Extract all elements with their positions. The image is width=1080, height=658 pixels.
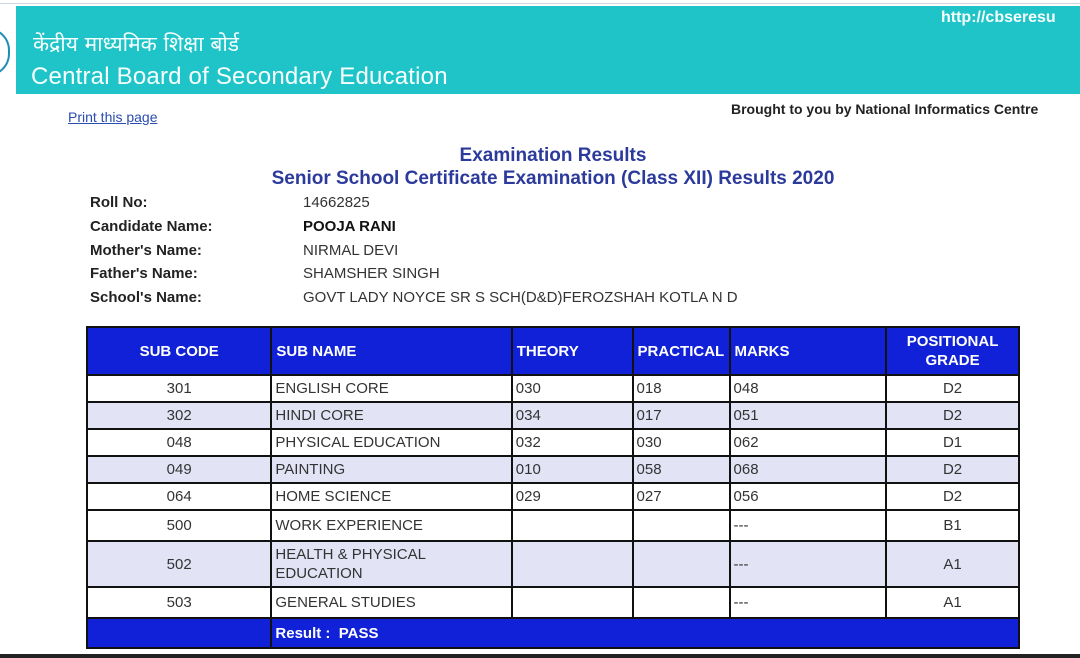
theory-cell xyxy=(512,541,633,587)
result-row xyxy=(87,618,1019,648)
grade-cell: D2 xyxy=(886,483,1019,510)
practical-cell xyxy=(633,587,730,618)
table-row xyxy=(87,541,1019,587)
sub-code-cell: 064 xyxy=(87,483,271,510)
sub-code-cell: 048 xyxy=(87,429,271,456)
sub-name-cell: HOME SCIENCE xyxy=(271,483,511,510)
sub-code-cell: 503 xyxy=(87,587,271,618)
mother-name-label: Mother's Name: xyxy=(90,242,202,259)
practical-cell: 058 xyxy=(633,456,730,483)
result-spacer-cell xyxy=(87,618,271,648)
col-header-practical: PRACTICAL xyxy=(633,327,730,375)
marks-cell: --- xyxy=(730,510,887,541)
sub-name-cell: WORK EXPERIENCE xyxy=(271,510,511,541)
sub-name-line2: EDUCATION xyxy=(275,565,363,582)
col-header-positional-grade xyxy=(886,327,1019,375)
top-border xyxy=(0,0,1080,4)
theory-cell xyxy=(512,510,633,541)
marks-cell: 056 xyxy=(730,483,887,510)
marks-cell: --- xyxy=(730,541,887,587)
col-header-sub-name: SUB NAME xyxy=(271,327,511,375)
table-row xyxy=(87,402,1019,429)
table-row xyxy=(87,510,1019,541)
mother-name-value: NIRMAL DEVI xyxy=(303,242,399,259)
bottom-border xyxy=(0,654,1080,658)
sub-code-cell: 502 xyxy=(87,541,271,587)
col-header-sub-code: SUB CODE xyxy=(87,327,271,375)
header-hindi-title: केंद्रीय माध्यमिक शिक्षा बोर्ड xyxy=(33,32,240,56)
sub-code-cell: 302 xyxy=(87,402,271,429)
grade-cell: D2 xyxy=(886,375,1019,402)
header-url: http://cbseresu xyxy=(941,9,1056,26)
practical-cell: 030 xyxy=(633,429,730,456)
marks-cell: 068 xyxy=(730,456,887,483)
table-row xyxy=(87,587,1019,618)
theory-cell: 032 xyxy=(512,429,633,456)
table-row xyxy=(87,429,1019,456)
sub-name-cell: PAINTING xyxy=(271,456,511,483)
grade-cell: B1 xyxy=(886,510,1019,541)
grade-header-line2: GRADE xyxy=(925,352,980,369)
candidate-name-label: Candidate Name: xyxy=(90,218,213,235)
school-name-label: School's Name: xyxy=(90,289,202,306)
table-header-row xyxy=(87,327,1019,375)
practical-cell: 017 xyxy=(633,402,730,429)
sub-name-cell: HINDI CORE xyxy=(271,402,511,429)
marks-cell: 062 xyxy=(730,429,887,456)
sub-name-line1: HEALTH & PHYSICAL xyxy=(275,546,426,563)
grade-header-line1: POSITIONAL xyxy=(906,333,999,350)
grade-cell: D1 xyxy=(886,429,1019,456)
practical-cell: 018 xyxy=(633,375,730,402)
marks-table xyxy=(86,326,1020,649)
roll-no-value: 14662825 xyxy=(303,194,370,211)
print-page-link[interactable]: Print this page xyxy=(68,109,158,125)
grade-cell: D2 xyxy=(886,402,1019,429)
grade-cell: D2 xyxy=(886,456,1019,483)
exam-title: Examination Results xyxy=(459,145,647,166)
practical-cell xyxy=(633,541,730,587)
grade-cell: A1 xyxy=(886,541,1019,587)
result-label: Result : xyxy=(275,624,331,642)
exam-subtitle: Senior School Certificate Examination (Class XII) Results 2020 xyxy=(271,168,835,189)
sub-code-cell: 049 xyxy=(87,456,271,483)
roll-no-label: Roll No: xyxy=(90,194,148,211)
col-header-theory: THEORY xyxy=(512,327,633,375)
theory-cell: 030 xyxy=(512,375,633,402)
marks-cell: 051 xyxy=(730,402,887,429)
marks-cell: --- xyxy=(730,587,887,618)
father-name-label: Father's Name: xyxy=(90,265,198,282)
sub-code-cell: 500 xyxy=(87,510,271,541)
candidate-name-value: POOJA RANI xyxy=(303,218,396,235)
school-name-value: GOVT LADY NOYCE SR S SCH(D&D)FEROZSHAH KOTLA N D xyxy=(303,289,738,306)
practical-cell xyxy=(633,510,730,541)
practical-cell: 027 xyxy=(633,483,730,510)
sub-name-cell: ENGLISH CORE xyxy=(271,375,511,402)
col-header-marks: MARKS xyxy=(730,327,887,375)
grade-cell: A1 xyxy=(886,587,1019,618)
sub-code-cell: 301 xyxy=(87,375,271,402)
sub-name-cell: PHYSICAL EDUCATION xyxy=(271,429,511,456)
table-row xyxy=(87,483,1019,510)
theory-cell: 010 xyxy=(512,456,633,483)
theory-cell: 029 xyxy=(512,483,633,510)
sub-name-cell: GENERAL STUDIES xyxy=(271,587,511,618)
father-name-value: SHAMSHER SINGH xyxy=(303,265,440,282)
header-english-title: Central Board of Secondary Education xyxy=(31,63,448,90)
table-row xyxy=(87,456,1019,483)
result-value: PASS xyxy=(338,624,379,642)
nic-credit: Brought to you by National Informatics Centre xyxy=(731,101,1039,117)
theory-cell: 034 xyxy=(512,402,633,429)
sub-name-cell xyxy=(271,541,511,587)
marks-cell: 048 xyxy=(730,375,887,402)
table-row xyxy=(87,375,1019,402)
theory-cell xyxy=(512,587,633,618)
result-cell xyxy=(271,618,1019,648)
